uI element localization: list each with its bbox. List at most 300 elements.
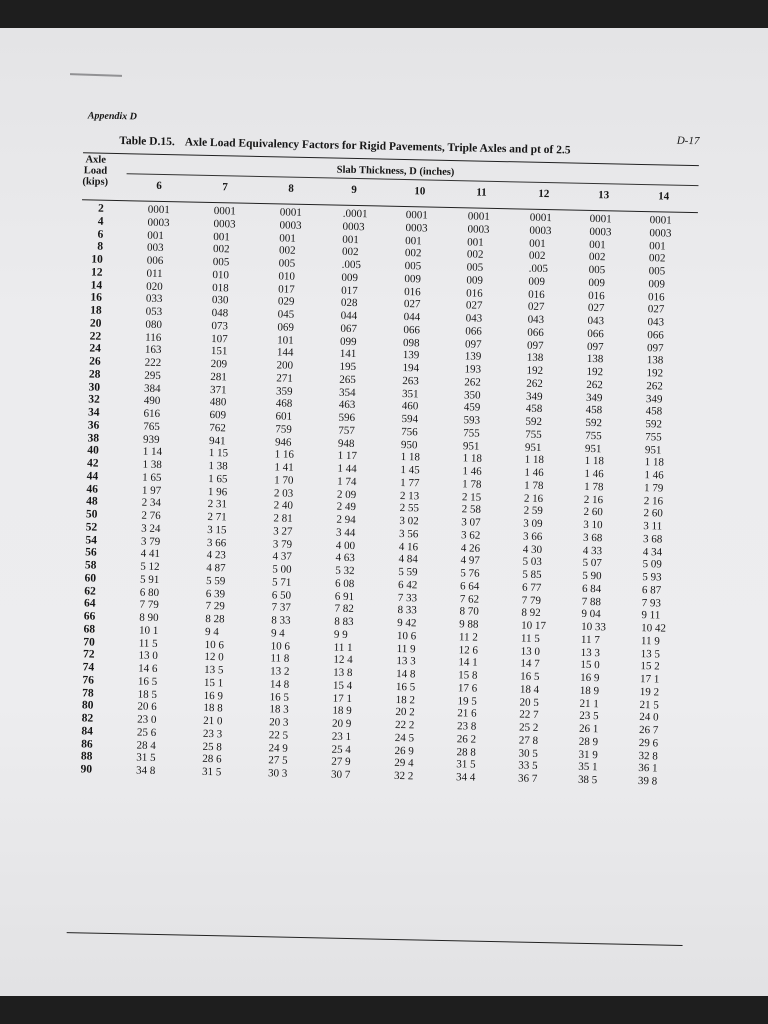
- factor-cell: 003: [146, 241, 164, 255]
- factor-cell: 1 65: [208, 472, 228, 486]
- factor-cell: 097: [646, 341, 664, 354]
- factor-cell: 027: [527, 300, 545, 314]
- factor-cell: 5 07: [582, 557, 602, 570]
- factor-cell: 1 46: [524, 466, 544, 479]
- factor-cell: 067: [340, 322, 358, 335]
- factor-cell: 222: [144, 356, 162, 369]
- factor-cell: 16 9: [580, 671, 600, 685]
- factor-cell: 192: [646, 367, 664, 380]
- table-number: Table D.15.: [119, 135, 175, 149]
- factor-cell: 16 5: [395, 680, 416, 694]
- factor-cell: 14 6: [138, 662, 158, 675]
- factor-cell: 006: [146, 254, 164, 267]
- factor-cell: 11 9: [396, 642, 416, 655]
- factor-cell: 005: [278, 257, 296, 270]
- factor-cell: 16 5: [137, 675, 158, 688]
- axle-load-cell: 72: [82, 648, 95, 661]
- axle-load-cell: 88: [80, 750, 93, 763]
- factor-cell: 0001: [213, 205, 236, 218]
- axle-load-cell: 90: [80, 763, 93, 776]
- factor-cell: 757: [338, 424, 355, 437]
- factor-cell: 0003: [213, 217, 236, 231]
- axle-load-cell: 58: [84, 559, 97, 572]
- factor-cell: 6 91: [334, 590, 355, 603]
- factor-cell: 5 71: [271, 576, 292, 589]
- factor-cell: 262: [526, 377, 543, 390]
- factor-cell: 1 78: [584, 480, 604, 494]
- factor-cell: 941: [208, 434, 226, 447]
- factor-cell: 6 84: [581, 582, 602, 595]
- factor-cell: 20 9: [331, 717, 352, 731]
- factor-cell: 4 87: [206, 561, 226, 575]
- factor-cell: 463: [338, 398, 356, 412]
- factor-cell: 001: [467, 235, 484, 249]
- factor-cell: 009: [341, 271, 359, 284]
- factor-cell: 6 39: [205, 587, 226, 600]
- factor-cell: 26 2: [456, 732, 477, 746]
- factor-cell: 5 59: [205, 574, 226, 588]
- factor-cell: 16 5: [269, 690, 290, 704]
- axle-load-cell: 38: [87, 431, 100, 445]
- factor-cell: 043: [527, 313, 545, 326]
- axle-header-line-2: Load: [83, 165, 108, 177]
- factor-cell: 043: [647, 316, 665, 329]
- factor-cell: 194: [402, 362, 420, 375]
- factor-cell: 27 8: [518, 734, 539, 747]
- axle-load-cell: 46: [86, 482, 99, 496]
- factor-cell: 001: [213, 230, 230, 243]
- factor-cell: 7 88: [581, 595, 602, 608]
- factor-cell: 31 5: [136, 751, 156, 765]
- thickness-column-header: 11: [476, 186, 487, 199]
- axle-load-cell: 76: [82, 674, 95, 687]
- factor-cell: 30 3: [267, 767, 288, 780]
- factor-cell: 2 59: [523, 504, 543, 518]
- factor-cell: 7 33: [397, 591, 418, 604]
- factor-cell: 15 1: [203, 676, 224, 690]
- factor-cell: 349: [645, 392, 663, 405]
- factor-cell: 3 10: [583, 518, 603, 532]
- factor-cell: 4 30: [522, 543, 543, 556]
- factor-cell: 009: [648, 277, 666, 291]
- factor-cell: 139: [402, 349, 420, 362]
- axle-load-cell: 82: [81, 712, 94, 725]
- axle-load-cell: 64: [83, 597, 96, 610]
- factor-cell: 34 4: [455, 771, 476, 784]
- factor-cell: 13 3: [396, 655, 416, 668]
- axle-load-cell: 66: [83, 610, 96, 623]
- factor-cell: 3 68: [642, 532, 663, 546]
- factor-cell: 948: [337, 437, 355, 450]
- factor-cell: 11 5: [138, 637, 158, 650]
- factor-cell: 2 58: [461, 503, 482, 516]
- factor-cell: 35 1: [578, 761, 598, 774]
- thickness-column-header: 14: [658, 190, 670, 203]
- factor-cell: 946: [274, 435, 292, 449]
- factor-cell: 5 03: [522, 555, 542, 569]
- factor-cell: 0003: [405, 221, 428, 235]
- factor-cell: 1 78: [462, 478, 482, 491]
- thickness-column-header: 6: [156, 179, 162, 192]
- table-title: Axle Load Equivalency Factors for Rigid Pavements, Triple Axles and pt of 2.5: [184, 136, 571, 157]
- factor-cell: 20 2: [395, 706, 415, 719]
- factor-cell: 20 6: [137, 700, 157, 714]
- factor-cell: 3 79: [140, 535, 161, 548]
- factor-cell: 2 16: [643, 494, 664, 508]
- factor-cell: 027: [465, 299, 483, 312]
- axle-header-line-1: Axle: [85, 154, 107, 166]
- factor-cell: 951: [644, 443, 662, 456]
- factor-cell: 141: [339, 347, 357, 361]
- axle-load-cell: 26: [89, 355, 101, 368]
- factor-cell: 001: [342, 233, 359, 246]
- factor-cell: 28 4: [136, 739, 157, 752]
- factor-cell: 116: [145, 331, 162, 344]
- factor-cell: 22 7: [519, 708, 539, 722]
- factor-cell: 18 3: [269, 703, 289, 716]
- factor-cell: 044: [403, 311, 421, 324]
- factor-cell: 271: [276, 372, 293, 385]
- factor-cell: 609: [209, 408, 227, 422]
- factor-cell: 1 41: [274, 461, 294, 474]
- factor-cell: 13 0: [520, 645, 541, 658]
- factor-cell: 281: [210, 370, 227, 384]
- factor-cell: 098: [402, 336, 420, 349]
- factor-cell: 028: [340, 296, 358, 310]
- factor-cell: 066: [403, 323, 421, 337]
- factor-cell: 0001: [147, 203, 170, 217]
- factor-cell: 016: [528, 288, 545, 301]
- factor-cell: 017: [341, 284, 358, 297]
- factor-cell: 043: [465, 312, 483, 325]
- factor-cell: 10 33: [581, 620, 607, 634]
- factor-cell: 596: [338, 411, 356, 425]
- factor-cell: 8 33: [271, 614, 291, 627]
- factor-cell: 016: [648, 290, 665, 303]
- factor-cell: 19 2: [639, 685, 660, 699]
- factor-cell: 759: [275, 423, 292, 436]
- factor-cell: 0003: [147, 216, 170, 229]
- factor-cell: 1 46: [644, 469, 664, 482]
- factor-cell: 6 64: [459, 580, 480, 593]
- factor-cell: 1 96: [207, 485, 228, 498]
- factor-cell: 38 5: [577, 773, 598, 787]
- factor-cell: 3 15: [207, 523, 227, 537]
- factor-cell: 005: [212, 256, 230, 269]
- factor-cell: 21 6: [457, 707, 477, 720]
- factor-cell: 22 5: [268, 729, 289, 742]
- factor-cell: 5 85: [522, 568, 542, 581]
- factor-cell: 001: [589, 238, 606, 251]
- factor-cell: 755: [463, 427, 480, 440]
- factor-cell: 7 62: [459, 592, 480, 606]
- factor-cell: 36 7: [517, 772, 538, 785]
- factor-cell: 23 5: [579, 710, 599, 723]
- factor-cell: 11 8: [270, 652, 290, 665]
- factor-cell: 099: [340, 335, 357, 348]
- factor-cell: 36 1: [638, 762, 658, 775]
- factor-cell: 32 2: [393, 769, 414, 783]
- factor-cell: 14 1: [458, 656, 478, 669]
- factor-cell: 009: [588, 276, 606, 289]
- rule-bottom: [67, 932, 683, 946]
- factor-cell: 25 4: [331, 743, 351, 756]
- thickness-column-header: 8: [288, 182, 294, 195]
- factor-cell: 0003: [279, 219, 302, 232]
- factor-cell: 15 0: [580, 659, 600, 672]
- factor-cell: 107: [211, 332, 228, 345]
- factor-cell: 001: [649, 239, 666, 253]
- factor-cell: 23 0: [137, 713, 157, 726]
- factor-cell: 018: [212, 281, 229, 294]
- factor-cell: 21 5: [639, 698, 659, 711]
- factor-cell: 765: [143, 420, 160, 433]
- axle-load-cell: 74: [82, 661, 95, 674]
- factor-cell: 24 0: [639, 711, 659, 724]
- factor-cell: 009: [528, 275, 546, 288]
- factor-cell: 12 6: [458, 643, 479, 657]
- factor-cell: 9 04: [581, 608, 601, 621]
- factor-cell: 1 18: [524, 453, 545, 467]
- factor-cell: 28 8: [456, 745, 476, 759]
- axle-load-cell: 14: [90, 278, 103, 292]
- factor-cell: 951: [462, 439, 480, 453]
- factor-cell: 14 8: [396, 667, 416, 681]
- factor-cell: 354: [338, 386, 356, 399]
- factor-cell: 28 9: [578, 735, 599, 748]
- factor-cell: 262: [464, 376, 481, 389]
- factor-cell: 8 28: [205, 612, 225, 626]
- axle-load-cell: 68: [83, 623, 96, 636]
- factor-cell: 151: [210, 345, 228, 358]
- axle-load-cell: 16: [90, 291, 103, 304]
- factor-cell: 0001: [467, 210, 490, 223]
- factor-cell: 616: [143, 407, 161, 420]
- factor-cell: 138: [646, 354, 664, 367]
- factor-cell: 25 2: [518, 721, 539, 734]
- factor-cell: 1 78: [524, 479, 544, 492]
- factor-cell: 34 8: [135, 764, 156, 777]
- factor-cell: 066: [587, 327, 604, 340]
- factor-cell: 2 49: [336, 500, 357, 514]
- axle-load-cell: 34: [87, 406, 100, 419]
- axle-load-cell: 28: [88, 368, 101, 381]
- factor-cell: 4 97: [460, 554, 480, 567]
- thickness-column-header: 12: [538, 187, 550, 201]
- factor-cell: 1 79: [644, 481, 664, 495]
- thickness-column-header: 7: [222, 181, 228, 194]
- factor-cell: 8 70: [459, 605, 479, 618]
- factor-cell: 002: [466, 248, 484, 261]
- factor-cell: 2 40: [273, 499, 294, 513]
- factor-cell: 4 26: [460, 541, 481, 555]
- factor-cell: 4 00: [335, 539, 356, 552]
- factor-cell: 6 42: [397, 578, 418, 592]
- factor-cell: 3 66: [206, 536, 227, 549]
- factor-cell: 2 09: [336, 488, 357, 501]
- factor-cell: 3 62: [460, 529, 481, 542]
- factor-cell: 756: [401, 425, 418, 439]
- factor-cell: 1 97: [141, 484, 162, 497]
- factor-cell: 592: [525, 415, 543, 428]
- factor-cell: 3 09: [523, 517, 543, 530]
- factor-cell: 3 24: [141, 522, 161, 535]
- factor-cell: 8 90: [139, 611, 159, 624]
- axle-load-cell: 56: [85, 546, 97, 559]
- axle-load-cell: 78: [82, 686, 94, 700]
- factor-cell: .0001: [342, 207, 368, 221]
- factor-cell: 951: [524, 441, 542, 454]
- factor-cell: 14 7: [520, 657, 540, 671]
- factor-cell: 11 7: [580, 633, 600, 646]
- slab-thickness-header: Slab Thickness, D (inches): [336, 164, 455, 179]
- equivalency-table: [56, 202, 708, 789]
- factor-cell: 18 5: [137, 688, 158, 701]
- factor-cell: 939: [142, 433, 160, 446]
- factor-cell: 066: [647, 328, 664, 342]
- factor-cell: 12 4: [333, 653, 353, 667]
- factor-cell: 13 5: [204, 663, 224, 677]
- factor-cell: 11 9: [640, 634, 660, 648]
- factor-cell: 26 9: [394, 744, 414, 757]
- factor-cell: 4 16: [398, 540, 419, 553]
- factor-cell: 1 38: [208, 459, 228, 473]
- factor-cell: 24 9: [268, 741, 288, 755]
- factor-cell: 097: [586, 340, 604, 353]
- factor-cell: 950: [400, 438, 418, 451]
- factor-cell: 080: [145, 318, 163, 331]
- axle-load-cell: 6: [97, 228, 104, 241]
- factor-cell: 016: [588, 289, 605, 302]
- factor-cell: 0003: [342, 220, 365, 233]
- factor-cell: 480: [209, 396, 227, 409]
- factor-cell: 18 2: [395, 693, 416, 706]
- factor-cell: 12 0: [204, 651, 224, 664]
- factor-cell: 8 33: [397, 604, 417, 617]
- factor-cell: 349: [585, 391, 603, 404]
- factor-cell: 468: [275, 397, 293, 410]
- factor-cell: 1 18: [400, 451, 421, 464]
- factor-cell: 053: [145, 305, 163, 318]
- factor-cell: 2 31: [207, 498, 228, 511]
- page-number: D-17: [676, 134, 700, 148]
- factor-cell: 005: [588, 263, 606, 277]
- axle-load-cell: 52: [85, 521, 98, 534]
- factor-cell: 2 13: [399, 489, 420, 502]
- factor-cell: 1 18: [584, 455, 605, 468]
- factor-cell: 755: [645, 430, 662, 444]
- factor-cell: 3 56: [398, 527, 419, 541]
- factor-cell: 016: [466, 286, 483, 300]
- factor-cell: 25 8: [202, 740, 222, 753]
- axle-load-cell: 44: [86, 470, 99, 483]
- factor-cell: 3 02: [399, 514, 419, 528]
- factor-cell: 18 9: [332, 704, 352, 718]
- factor-cell: 9 11: [641, 609, 661, 622]
- factor-cell: 029: [277, 295, 295, 308]
- factor-cell: 4 34: [642, 545, 663, 558]
- factor-cell: 3 11: [643, 520, 663, 533]
- factor-cell: 6 77: [521, 581, 542, 594]
- factor-cell: 27 5: [268, 754, 288, 767]
- factor-cell: 15 2: [640, 660, 660, 673]
- factor-cell: 001: [147, 229, 164, 242]
- factor-cell: 195: [339, 360, 357, 374]
- factor-cell: 097: [464, 337, 482, 351]
- axle-load-cell: 70: [83, 635, 95, 649]
- factor-cell: 262: [646, 379, 663, 393]
- appendix-label: Appendix D: [87, 110, 138, 123]
- factor-cell: 755: [585, 429, 602, 442]
- factor-cell: 4 23: [206, 549, 226, 562]
- factor-cell: 7 82: [334, 602, 354, 616]
- factor-cell: 017: [278, 282, 295, 296]
- factor-cell: 7 93: [641, 596, 662, 609]
- axle-load-cell: 24: [89, 342, 102, 355]
- factor-cell: 2 16: [583, 493, 604, 506]
- factor-cell: 044: [340, 309, 358, 323]
- factor-cell: 0001: [649, 214, 672, 227]
- factor-cell: 458: [525, 402, 543, 416]
- axle-load-cell: 4: [97, 215, 104, 228]
- factor-cell: 4 84: [398, 553, 418, 566]
- factor-cell: 1 45: [400, 464, 420, 477]
- factor-cell: 3 79: [272, 537, 293, 551]
- factor-cell: 10 6: [204, 638, 225, 651]
- factor-cell: 5 76: [460, 567, 480, 580]
- factor-cell: 592: [585, 416, 603, 430]
- factor-cell: 951: [584, 442, 602, 455]
- factor-cell: 1 15: [208, 447, 229, 460]
- factor-cell: 26 7: [638, 724, 659, 737]
- factor-cell: 26 1: [578, 722, 599, 736]
- axle-load-cell: 80: [81, 699, 94, 712]
- factor-cell: 001: [529, 237, 546, 250]
- factor-cell: 200: [276, 359, 294, 372]
- factor-cell: 30 7: [330, 768, 351, 782]
- factor-cell: 1 44: [337, 462, 357, 476]
- factor-cell: 29 4: [394, 757, 414, 770]
- factor-cell: 18 8: [203, 702, 223, 715]
- factor-cell: 097: [526, 339, 544, 352]
- factor-cell: 11 5: [520, 632, 540, 645]
- factor-cell: 163: [144, 343, 162, 357]
- factor-cell: 209: [210, 358, 228, 371]
- factor-cell: 384: [143, 382, 161, 395]
- factor-cell: 458: [585, 404, 603, 417]
- factor-cell: 002: [648, 252, 666, 265]
- factor-cell: 2 76: [141, 509, 161, 522]
- axle-load-cell: 18: [90, 304, 102, 317]
- factor-cell: 4 41: [140, 547, 161, 561]
- factor-cell: 31 5: [201, 765, 222, 779]
- factor-cell: 359: [275, 384, 293, 398]
- factor-cell: 17 1: [639, 673, 660, 686]
- axle-load-cell: 2: [97, 202, 104, 215]
- factor-cell: 045: [277, 308, 295, 321]
- factor-cell: 001: [405, 234, 422, 247]
- factor-cell: 0001: [405, 209, 428, 222]
- factor-cell: 33 5: [518, 759, 538, 773]
- factor-cell: 1 18: [462, 452, 483, 465]
- factor-cell: 138: [586, 353, 604, 366]
- factor-cell: 066: [465, 325, 482, 338]
- factor-cell: 16 9: [203, 689, 224, 702]
- factor-cell: 31 9: [578, 748, 598, 761]
- axle-load-cell: 86: [81, 737, 93, 751]
- factor-cell: 24 5: [394, 731, 415, 745]
- factor-cell: 351: [401, 387, 419, 400]
